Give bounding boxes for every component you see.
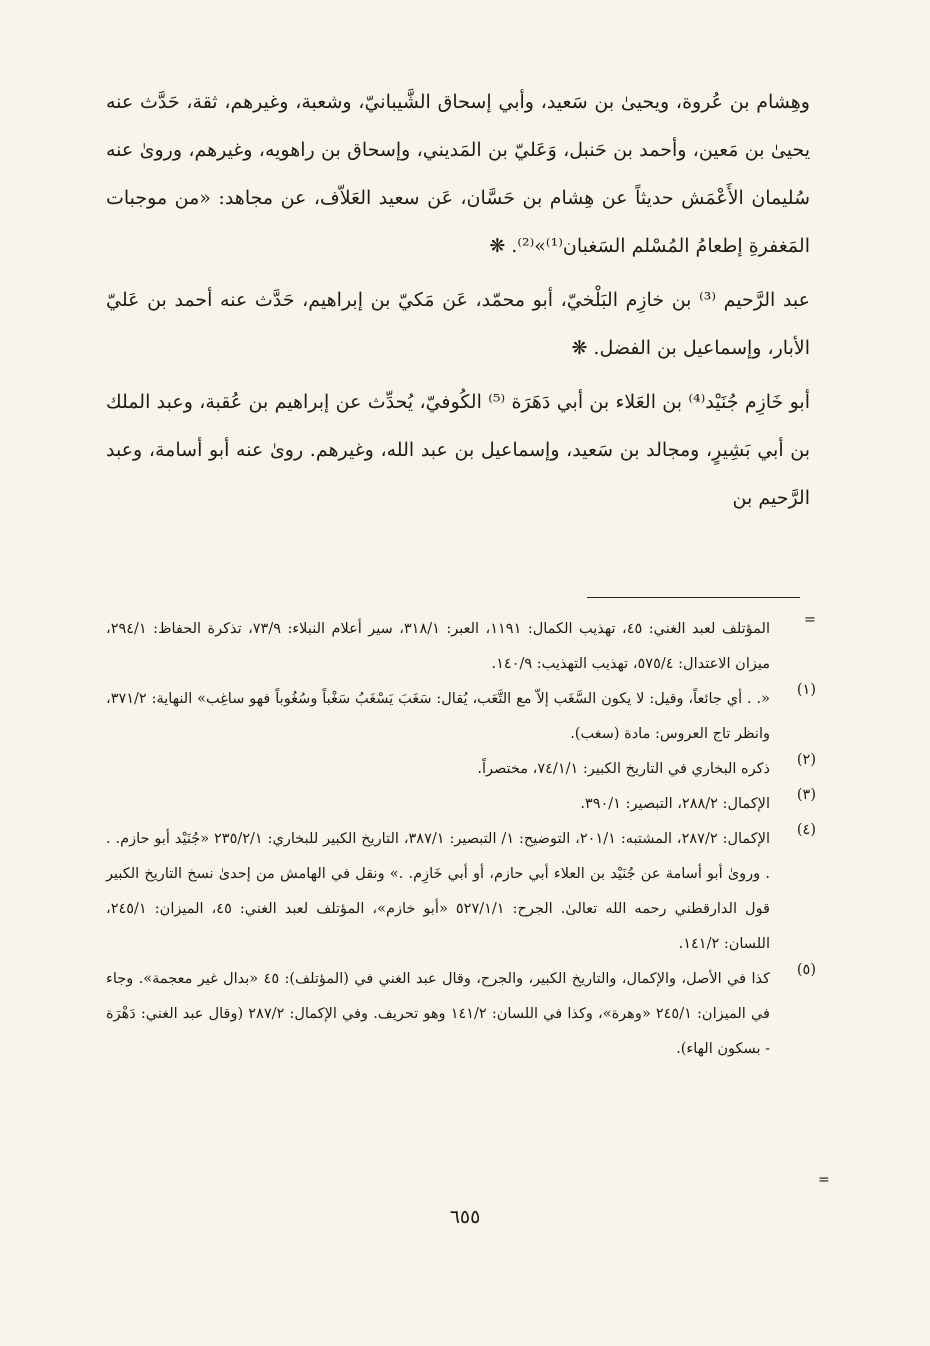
footnote-number: (٥) [796,962,816,978]
footnote-text: المؤتلف لعبد الغني: ٤٥، تهذيب الكمال: ١١٩١، العبر: ٣١٨/١، سير أعلام النبلاء: ٧٣/٩، تذكرة الحفاظ: ٢٩٤/١، ميزان الاعتدال: ٥٧٥/٤، تهذيب التهذيب: ١٤٠/٩. [106,621,770,672]
footnote-number: (٣) [796,787,816,803]
continuation-mark: = [818,1172,830,1188]
footnote-number: (٤) [796,822,816,838]
footnote-text: الإكمال: ٢٨٧/٢، المشتبه: ٢٠١/١، التوضيح: ١/ التبصير: ٣٨٧/١، التاريخ الكبير للبخاري: ٢٣٥/٢/١ «جُنَيْد أبو حازم. . . وروىٰ أبو أسامة عن جُنَيْد بن العلاء أبي حازم، أو أبي خَازِم. .» ونقل في الهامش من إحدىٰ نسخ التاريخ الكبير قول الدارقطني رحمه الله تعالىٰ. الجرح: ٥٢٧/١/١ «أبو خازم»، المؤتلف لعبد الغني: ٤٥، الميزان: ٢٤٥/١، اللسان: ١٤١/٢. [106,831,770,952]
footnote-continuation [106,612,816,682]
footnote-text: ذكره البخاري في التاريخ الكبير: ٧٤/١/١، مختصراً. [477,761,770,777]
footnote-text: الإكمال: ٢٨٨/٢، التبصير: ٣٩٠/١. [580,796,770,812]
footnote-number: (٢) [796,752,816,768]
footnote-4 [106,822,816,962]
entry-paragraph: أبو خَازِم جُنَيْد⁽⁴⁾ بن العَلاء بن أبي دَهَرَة ⁽⁵⁾ الكُوفيّ، يُحدِّث عن إبراهيم بن عُقبة، وعبد الملك بن أبي بَشِيرٍ، ومجالد بن سَعيد، وإسماعيل بن عبد الله، وغيرهم. روىٰ عنه أبو أسامة، وعبد الرَّحيم بن [106,391,810,509]
entry-paragraph: وهِشام بن عُروة، ويحيىٰ بن سَعيد، وأبي إسحاق الشَّيبانيّ، وشعبة، وغيرهم، ثقة، حَدَّث عنه يحيىٰ بن مَعين، وأحمد بن حَنبل، وَعَليّ بن المَديني، وإسحاق بن راهويه، وغيرهم، وروىٰ عنه سُليمان الأَعْمَش حديثاً عن هِشام بن حَسَّان، عَن سعيد العَلاّف، عن مجاهد: «من موجبات المَغفرةِ إطعامُ المُسْلم السَغبان⁽¹⁾»⁽²⁾. ❋ [106,91,810,257]
page-number: ٦٥٥ [449,1206,481,1228]
footnote-text: «. . أي جائعاً، وقيل: لا يكون السَّغَب إلاّ مع التَّعَب، يُقال: سَغَبَ يَسْغَبُ سَغْباً وسُغُوباً فهو ساغِب» النهاية: ٣٧١/٢، وانظر تاج العروس: مادة (سغب). [106,691,770,742]
footnote-text: كذا في الأصل، والإكمال، والتاريخ الكبير، والجرح، وقال عبد الغني في (المؤتلف): ٤٥ «بدال غير معجمة». وجاء في الميزان: ٢٤٥/١ «وهرة»، وكذا في اللسان: ١٤١/٢ وهو تحريف. وفي الإكمال: ٢٨٧/٢ (وقال عبد الغني: دَهْرَة - بسكون الهاء). [106,971,770,1057]
footnote-5 [106,962,816,1067]
footnotes [106,612,816,1067]
footnote-2 [106,752,816,787]
footnote-3 [106,787,816,822]
footnote-separator [587,597,800,598]
footnote-number: (١) [796,682,816,698]
footnote-1 [106,682,816,752]
entry-paragraph: عبد الرَّحيم ⁽³⁾ بن خازِم البَلْخيّ، أبو محمّد، عَن مَكيّ بن إبراهيم، حَدَّث عنه أحمد بن عَليّ الأبار، وإسماعيل بن الفضل. ❋ [106,289,810,359]
main-text [106,78,810,522]
footnote-number: = [803,612,816,628]
